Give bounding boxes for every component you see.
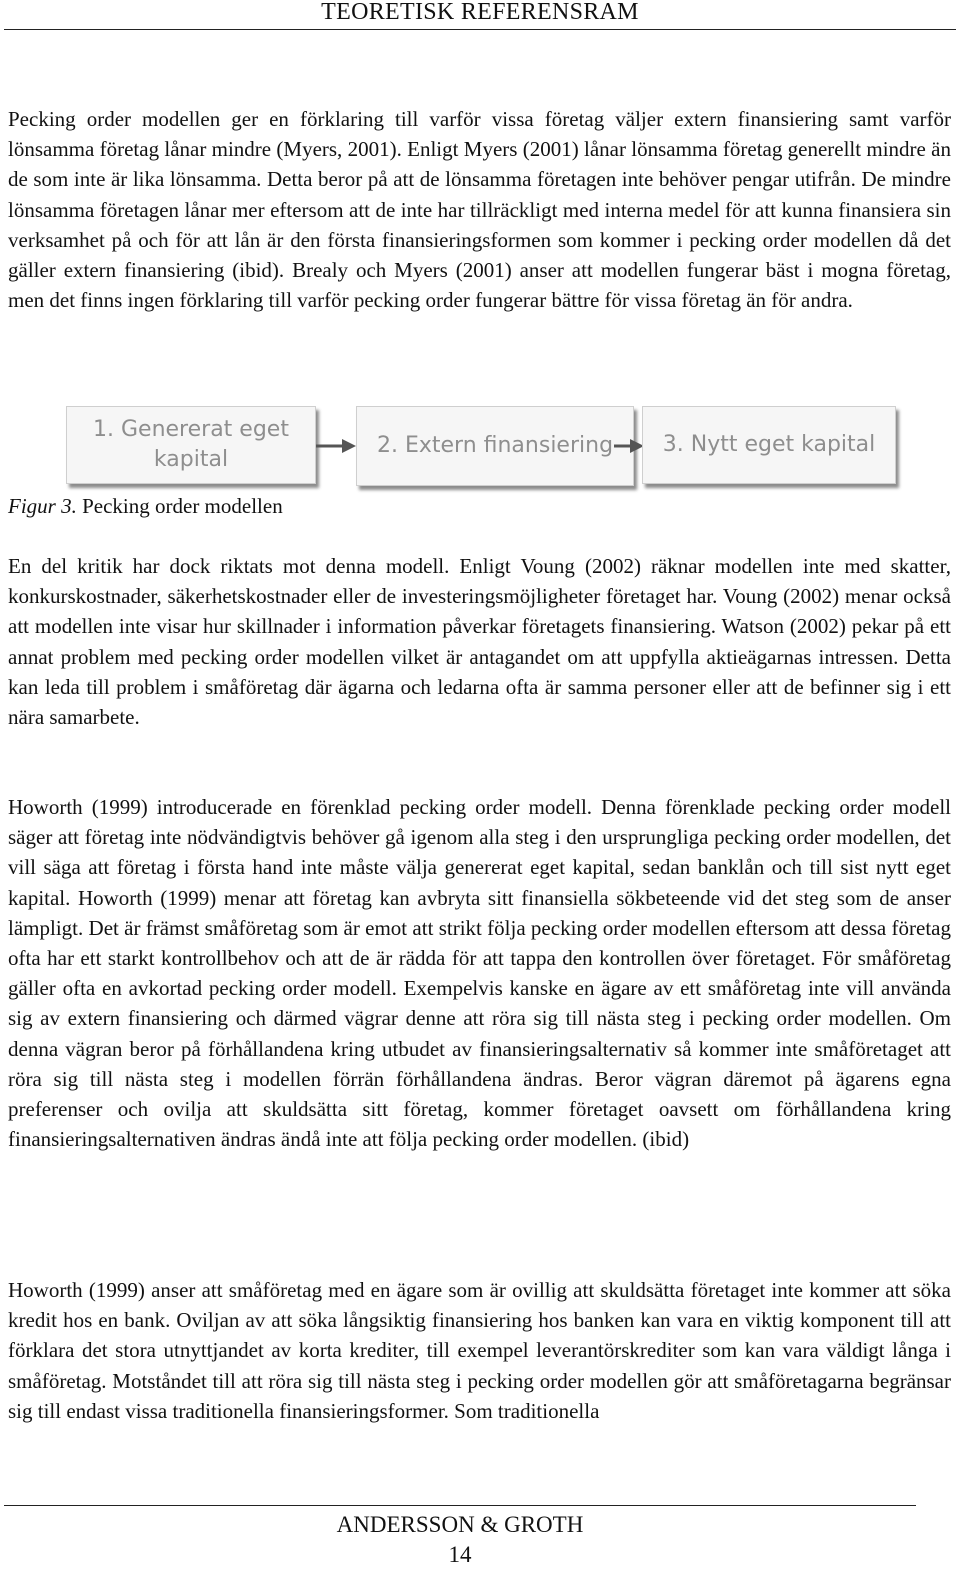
figure-step-1-box xyxy=(66,406,316,484)
footer-authors: ANDERSSON & GROTH xyxy=(336,1512,584,1537)
paragraph-simplified-model: Howorth (1999) introducerade en förenklad pecking order modell. Denna förenklade pecking order modell säger att företag inte nödvändigtvis behöver gå igenom alla steg i den ursprungliga pecking order modellen, det vill säga att företag i första hand inte måste välja genererat eget kapital, sedan banklån och till sist nytt eget kapital. Howorth (1999) menar att företag kan avbryta sitt finansiella sökbeteende vid det steg som de anser lämpligt. Det är främst småföretag som är emot att strikt följa pecking order modellen eftersom att dessa företag ofta har ett starkt kontrollbehov och att de är rädda för att tappa den kontrollen över företaget. För småföretag gäller ofta en avkortad pecking order modell. Exempelvis kanske en ägare av ett småföretag inte vill använda sig av extern finansiering och därmed vägrar denne att röra sig till nästa steg i pecking order modellen. Om denna vägran beror på förhållandena kring utbudet av finansieringsalternativ så kommer inte småföretaget att röra sig till nästa steg i modellen förrän förhållandena ändras. Beror vägran däremot på ägarens egna preferenser och ovilja att skuldsätta sitt företag, kommer företaget oavsett om förhållandena kring finansieringsalternativen ändras ändå inte att följa pecking order modellen. (ibid) xyxy=(8,795,951,1152)
page-header-title: TEORETISK REFERENSRAM xyxy=(321,0,639,25)
figure-step-3-label: 3. Nytt eget kapital xyxy=(662,432,876,457)
pecking-order-figure xyxy=(64,402,904,494)
arrow-right-icon xyxy=(614,436,644,456)
figure-step-2-box xyxy=(356,406,634,486)
page-number: 14 xyxy=(448,1542,472,1567)
figure-step-1-label-line1: 1. Genererat eget xyxy=(93,417,289,442)
figure-step-3-box xyxy=(642,406,896,484)
figure-step-1-label-line2: kapital xyxy=(153,447,229,472)
figure-caption-label: Figur 3. xyxy=(8,494,77,518)
arrow-right-icon xyxy=(316,436,356,456)
paragraph-criticism: En del kritik har dock riktats mot denna modell. Enligt Voung (2002) räknar modellen inte med skatter, konkurskostnader, säkerhetskostnader eller de investeringsmöjligheter företaget har. Voung (2002) menar också att modellen inte visar hur skillnader i information påverkar företagets finansiering. Watson (2002) pekar på ett annat problem med pecking order modellen vilket är antagandet om att uppfylla aktieägarnas intressen. Detta kan leda till problem i småföretag där ägarna och ledarna ofta är samma personer eller att de befinner sig i ett nära samarbete. xyxy=(8,554,951,730)
header-divider xyxy=(4,29,956,30)
paragraph-small-business-credit: Howorth (1999) anser att småföretag med en ägare som är ovillig att skuldsätta företaget inte kommer att söka kredit hos en bank. Oviljan av att söka långsiktig finansiering hos banken kan vara en viktig komponent till att förklara det stora utnyttjandet av korta krediter, till exempel leverantörskrediter som kan vara väldigt långa i småföretag. Motståndet till att röra sig till nästa steg i pecking order modellen gör att småföretagarna begränsar sig till endast vissa traditionella finansieringsformer. Som traditionella xyxy=(8,1278,951,1423)
paragraph-pecking-order-intro: Pecking order modellen ger en förklaring till varför vissa företag väljer extern finansiering samt varför lönsamma företag lånar mindre (Myers, 2001). Enligt Myers (2001) lånar lönsamma företag generellt mindre än de som inte är lika lönsamma. Detta beror på att de lönsamma företagen inte behöver pengar utifrån. De mindre lönsamma företagen lånar mer eftersom att de inte har tillräckligt med interna medel för att kunna finansiera sin verksamhet på och för att lån är den första finansieringsformen som kommer i pecking order modellen då det gäller extern finansiering (ibid). Brealy och Myers (2001) anser att modellen fungerar bäst i mogna företag, men det finns ingen förklaring till varför pecking order fungerar bättre för vissa företag än för andra. xyxy=(8,107,951,313)
figure-caption xyxy=(8,491,283,521)
figure-caption-text: Pecking order modellen xyxy=(76,494,283,518)
figure-step-2-label: 2. Extern finansiering xyxy=(376,433,614,458)
footer-divider xyxy=(4,1505,916,1506)
